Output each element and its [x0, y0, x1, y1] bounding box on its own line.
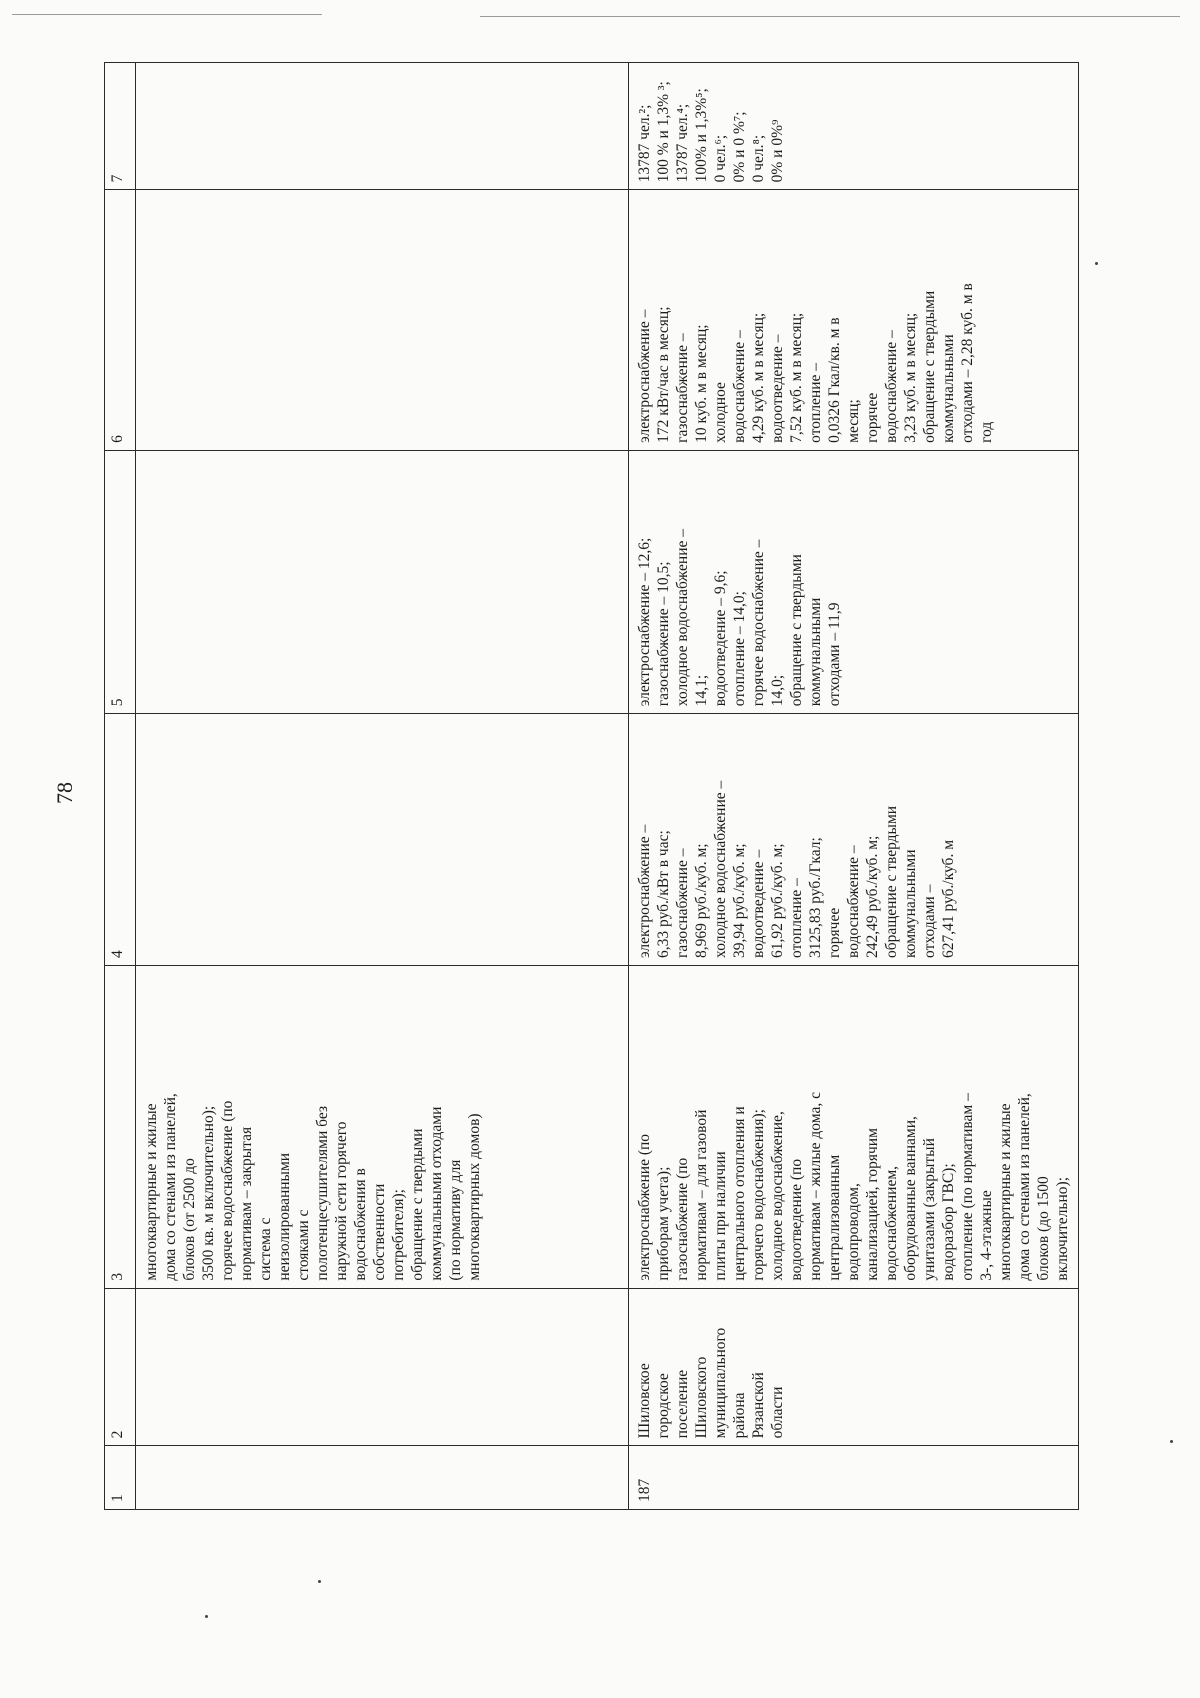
cell-tariffs: электроснабжение – 6,33 руб./кВт в час; газоснабжение – 8,969 руб./куб. м; холодное водоснабжение – 39,94 руб./куб. м; водоотведение – 61,92 руб./куб. м; отопление – 3125,83 руб./Гкал; горячее водоснабжение – 242,49 руб./куб. м; обращение с твердыми коммунальными отходами – 627,41 руб./куб. м [629, 714, 1079, 966]
cell-services: электроснабжение (по приборам учета); газоснабжение (по нормативам – для газовой плиты при наличии центрального отопления и горячего водоснабжения); холодное водоснабжение, водоотведение (по нормативам – жилые дома, с централизованным водопроводом, канализацией, горячим водоснабжением, оборудованные ваннами, унитазами (закрытый водоразбор ГВС); отопление (по нормативам – 3-, 4-этажные многоквартирные и жилые дома со стенами из панелей, блоков (до 1500 включительно); [629, 965, 1079, 1288]
column-header: 2 [105, 1288, 136, 1446]
cell-number [136, 1446, 629, 1510]
cell-municipality: Шиловское городское поселение Шиловского муниципального района Рязанской области [629, 1288, 1079, 1446]
cell-services: многоквартирные и жилые дома со стенами из панелей, блоков (от 2500 до 3500 кв. м включительно); горячее водоснабжение (по нормативам – закрытая система с неизолированными стояками с полотенцесушителями без наружной сети горячего водоснабжения в собственности потребителя); обращение с твердыми коммунальными отходами (по нормативу для многоквартирных домов) [136, 965, 629, 1288]
scan-speck [318, 1580, 321, 1583]
column-header: 1 [105, 1446, 136, 1510]
column-header: 7 [105, 63, 136, 190]
header-row [105, 63, 136, 1510]
page-number: 78 [52, 782, 77, 804]
cell-municipality [136, 1288, 629, 1446]
cell-norms: электроснабжение – 172 кВт/час в месяц; газоснабжение – 10 куб. м в месяц; холодное водоснабжение – 4,29 куб. м в месяц; водоотведение – 7,52 куб. м в месяц; отопление – 0,0326 Гкал/кв. м в месяц; горячее водоснабжение – 3,23 куб. м в месяц; обращение с твердыми коммунальными отходами – 2,28 куб. м в год [629, 190, 1079, 450]
cell-norms [136, 190, 629, 450]
column-header: 5 [105, 450, 136, 713]
cell-population: 13787 чел.²; 100 % и 1,3% ³; 13787 чел.⁴; 100% и 1,3%⁵; 0 чел.⁶; 0% и 0 %⁷; 0 чел.⁸; 0% и 0%⁹ [629, 63, 1079, 190]
scan-speck [205, 1615, 208, 1618]
cell-population [136, 63, 629, 190]
scan-speck [1095, 262, 1098, 265]
column-header: 4 [105, 714, 136, 966]
cell-number: 187 [629, 1446, 1079, 1510]
scan-edge-line [480, 16, 1180, 17]
data-table [104, 62, 1079, 1510]
cell-growth: электроснабжение – 12,6; газоснабжение – 10,5; холодное водоснабжение – 14,1; водоотведение – 9,6; отопление – 14,0; горячее водоснабжение – 14,0; обращение с твердыми коммунальными отходами – 11,9 [629, 450, 1079, 713]
cell-growth [136, 450, 629, 713]
column-header: 6 [105, 190, 136, 450]
rotated-page [104, 62, 1071, 1510]
cell-tariffs [136, 714, 629, 966]
table-row [629, 63, 1079, 1510]
column-header: 3 [105, 965, 136, 1288]
scan-speck [1170, 1440, 1173, 1443]
table-row [136, 63, 629, 1510]
scan-edge-line [12, 14, 322, 15]
